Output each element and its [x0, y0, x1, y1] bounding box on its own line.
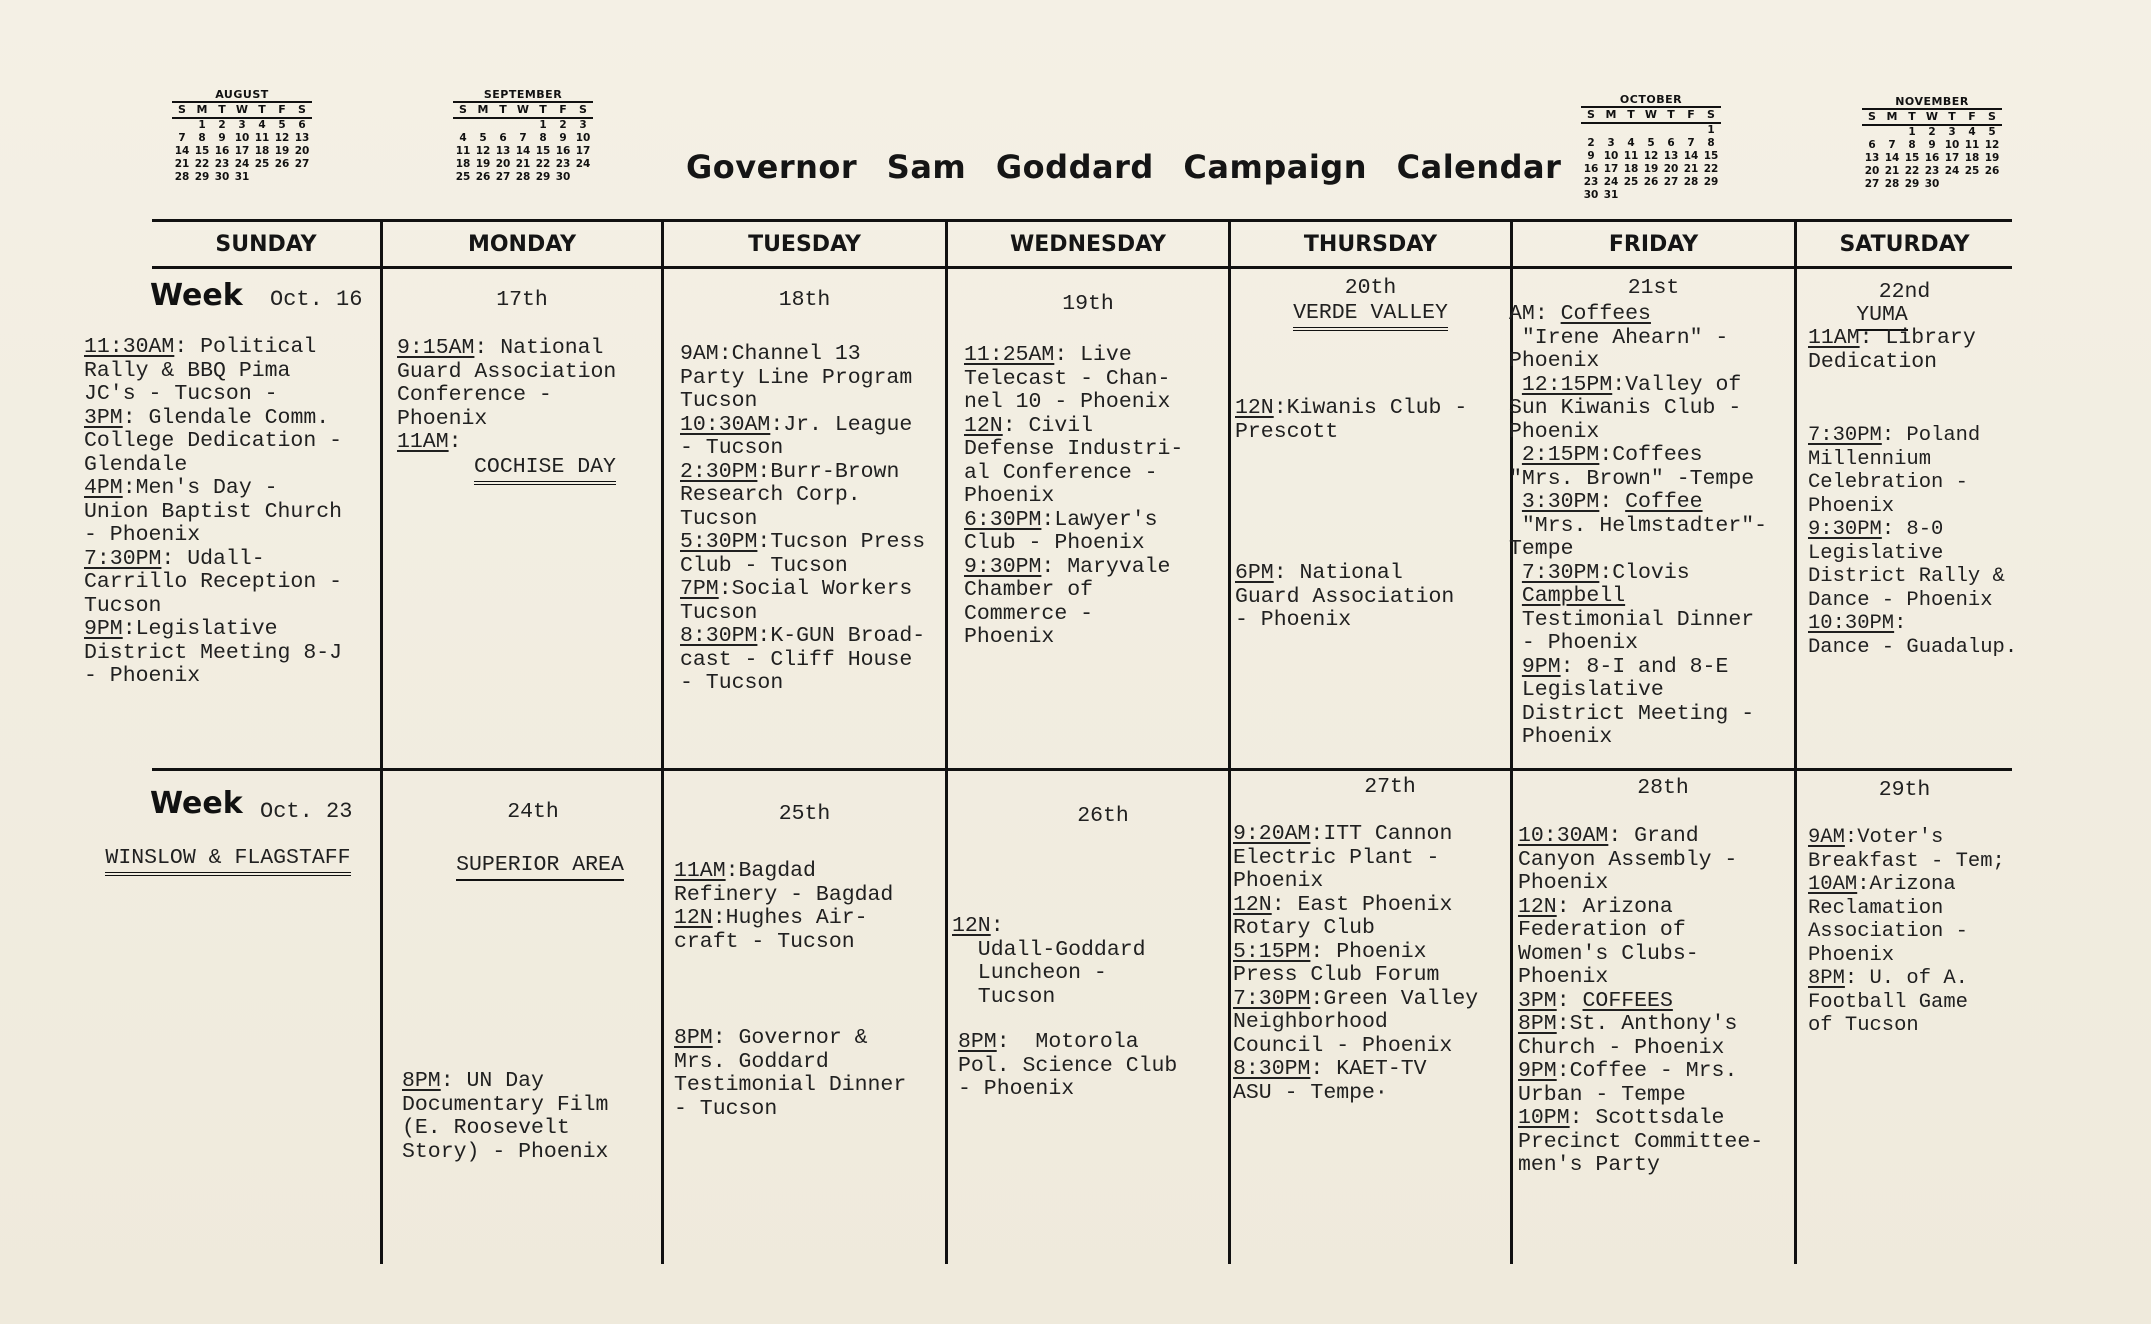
mini-calendar-week [1862, 152, 2002, 165]
mini-calendar-day: 10 [575, 132, 591, 144]
mini-calendar-day: 19 [1984, 152, 2000, 164]
mini-calendar-day: 18 [455, 158, 471, 170]
week-divider-rule [152, 768, 2012, 771]
mini-calendar-september [453, 88, 593, 184]
events-wednesday-oct26-b: 8PM: Motorola Pol. Science Club - Phoenix [958, 1030, 1178, 1101]
mini-calendar-day: 29 [535, 171, 551, 183]
mini-calendar-day [1601, 124, 1621, 137]
column-divider [1794, 219, 1797, 1264]
mini-calendar-day: 2 [1587, 137, 1595, 149]
mini-calendar-day: 15 [1703, 150, 1719, 162]
mini-calendar-day: 26 [274, 158, 290, 170]
day-header-monday: MONDAY [467, 232, 577, 257]
events-friday-oct28: 10:30AM: Grand Canyon Assembly - Phoenix 12N: Arizona Federation of Women's Clubs- Phoenix 3PM: COFFEES 8PM:St. Anthony's Church - Phoenix 9PM:Coffee - Mrs. Urban - Tempe 10PM: Scottsdale Precinct Committee- men's Party [1518, 824, 1764, 1177]
mini-calendar-week [453, 132, 593, 145]
mini-calendar-week [453, 119, 593, 132]
mini-calendar-day: 16 [214, 145, 230, 157]
events-tuesday-oct25-a: 11AM:Bagdad Refinery - Bagdad 12N:Hughes Air- craft - Tucson [674, 859, 894, 954]
mini-calendar-day: 3 [579, 119, 587, 131]
week-label: Week [150, 278, 243, 313]
mini-calendar-day: 14 [1884, 152, 1900, 164]
mini-calendar-day: 26 [1643, 176, 1659, 188]
mini-calendar-day: 29 [1703, 176, 1719, 188]
mini-calendar-day: 24 [1944, 165, 1960, 177]
column-divider [661, 219, 664, 1264]
mini-calendar-day [1962, 178, 1982, 191]
mini-calendar-day: 16 [555, 145, 571, 157]
mini-calendar-day: 24 [234, 158, 250, 170]
mini-calendar-day [1641, 124, 1661, 137]
mini-calendar-day: 1 [1908, 126, 1916, 138]
mini-calendar-day [1621, 189, 1641, 202]
mini-calendar-day: 12 [274, 132, 290, 144]
mini-calendar-day: 11 [455, 145, 471, 157]
mini-calendar-day: 28 [174, 171, 190, 183]
mini-calendar-day: 29 [1904, 178, 1920, 190]
mini-calendar-day: 22 [1703, 163, 1719, 175]
mini-calendar-weekdays: S M T W T F S [1581, 106, 1721, 124]
day-header-thursday: THURSDAY [1303, 232, 1438, 257]
mini-calendar-day: 8 [539, 132, 547, 144]
mini-calendar-day: 7 [1888, 139, 1896, 151]
mini-calendar-week [1581, 176, 1721, 189]
mini-calendar-day [252, 171, 272, 184]
mini-calendar-day [1681, 124, 1701, 137]
mini-calendar-day: 25 [455, 171, 471, 183]
date-label: 22nd [1878, 280, 1931, 304]
mini-calendar-day: 10 [1603, 150, 1619, 162]
day-header-saturday: SATURDAY [1839, 232, 1970, 257]
mini-calendar-day [1982, 178, 2002, 191]
mini-calendar-day: 22 [535, 158, 551, 170]
mini-calendar-day: 11 [1964, 139, 1980, 151]
mini-calendar-day [473, 119, 493, 132]
mini-calendar-day: 27 [1864, 178, 1880, 190]
mini-calendar-day: 22 [1904, 165, 1920, 177]
events-saturday-oct22-a: 11AM: Library Dedication [1808, 326, 1976, 374]
mini-calendar-day [1681, 189, 1701, 202]
week-start-date: Oct. 23 [260, 799, 353, 824]
mini-calendar-day: 31 [1603, 189, 1619, 201]
mini-calendar-day: 27 [1663, 176, 1679, 188]
mini-calendar-day: 16 [1924, 152, 1940, 164]
mini-calendar-day: 21 [515, 158, 531, 170]
mini-calendar-day: 25 [254, 158, 270, 170]
date-label: 26th [1077, 804, 1129, 828]
mini-calendar-day: 4 [459, 132, 467, 144]
mini-calendar-day [1701, 189, 1721, 202]
mini-calendar-day: 8 [198, 132, 206, 144]
mini-calendar-day: 23 [555, 158, 571, 170]
mini-calendar-day: 9 [559, 132, 567, 144]
mini-calendar-day: 18 [1964, 152, 1980, 164]
mini-calendar-day: 5 [278, 119, 286, 131]
mini-calendar-day: 2 [559, 119, 567, 131]
mini-calendar-day: 4 [1627, 137, 1635, 149]
mini-calendar-day: 22 [194, 158, 210, 170]
column-divider [380, 219, 383, 1264]
mini-calendar-month: OCTOBER [1619, 93, 1683, 106]
mini-calendar-week [453, 171, 593, 184]
mini-calendar-day [292, 171, 312, 184]
mini-calendar-day: 3 [1607, 137, 1615, 149]
mini-calendar-day: 11 [254, 132, 270, 144]
mini-calendar-day: 19 [475, 158, 491, 170]
mini-calendar-day: 14 [174, 145, 190, 157]
mini-calendar-day: 4 [258, 119, 266, 131]
events-sunday-oct16: 11:30AM: Political Rally & BBQ Pima JC's - Tucson - 3PM: Glendale Comm. College Dedication - Glendale 4PM:Men's Day - Union Baptist Church - Phoenix 7:30PM: Udall- Carrillo Reception - Tucson 9PM:Legislative District Meeting 8-J - Phoenix [84, 335, 343, 688]
mini-calendar-day: 23 [1583, 176, 1599, 188]
mini-calendar-day: 30 [555, 171, 571, 183]
mini-calendar-day: 3 [1948, 126, 1956, 138]
mini-calendar-day: 3 [238, 119, 246, 131]
mini-calendar-day: 18 [1623, 163, 1639, 175]
mini-calendar-day: 9 [1928, 139, 1936, 151]
mini-calendar-week [1581, 137, 1721, 150]
mini-calendar-day [1661, 189, 1681, 202]
date-label: 27th [1364, 775, 1416, 799]
day-header-tuesday: TUESDAY [748, 232, 861, 257]
mini-calendar-day [453, 119, 473, 132]
mini-calendar-day: 21 [1683, 163, 1699, 175]
mini-calendar-day: 15 [1904, 152, 1920, 164]
date-label: 21st [1627, 276, 1680, 300]
mini-calendar-day: 1 [539, 119, 547, 131]
mini-calendar-day [1581, 124, 1601, 137]
mini-calendar-day: 16 [1583, 163, 1599, 175]
column-divider [945, 219, 948, 1264]
events-thursday-oct20-b: 6PM: National Guard Association - Phoenix [1235, 561, 1455, 632]
mini-calendar-day: 19 [274, 145, 290, 157]
date-label: 20th [1344, 276, 1397, 300]
mini-calendar-week [172, 145, 312, 158]
date-label: 28th [1637, 776, 1689, 800]
events-tuesday-oct18: 9AM:Channel 13 Party Line Program Tucson 10:30AM:Jr. League - Tucson 2:30PM:Burr-Brown Research Corp. Tucson 5:30PM:Tucson Press Club - Tucson 7PM:Social Workers Tucson 8:30PM:K-GUN Broad- cast - Cliff House - Tucson [680, 342, 926, 695]
mini-calendar-day: 27 [495, 171, 511, 183]
mini-calendar-day: 12 [1643, 150, 1659, 162]
events-thursday-oct20-a: 12N:Kiwanis Club - Prescott [1235, 396, 1468, 444]
mini-calendar-week [1581, 124, 1721, 137]
mini-calendar-days [1581, 124, 1721, 202]
mini-calendar-days [1862, 126, 2002, 191]
mini-calendar-week [172, 158, 312, 171]
mini-calendar-day: 1 [1707, 124, 1715, 136]
week-label: Week [150, 786, 243, 821]
date-label: 17th [496, 288, 548, 312]
mini-calendar-weekdays: S M T W T F S [172, 101, 312, 119]
mini-calendar-day [1862, 126, 1882, 139]
mini-calendar-day [172, 119, 192, 132]
page-title: Governor Sam Goddard Campaign Calendar [686, 148, 1562, 186]
mini-calendar-day: 13 [294, 132, 310, 144]
mini-calendar-day: 7 [178, 132, 186, 144]
mini-calendar-day: 12 [475, 145, 491, 157]
mini-calendar-day: 20 [294, 145, 310, 157]
mini-calendar-day: 6 [1868, 139, 1876, 151]
mini-calendar-day: 12 [1984, 139, 2000, 151]
mini-calendar-week [1862, 165, 2002, 178]
mini-calendar-day: 24 [575, 158, 591, 170]
mini-calendar-week [1581, 163, 1721, 176]
mini-calendar-day: 7 [519, 132, 527, 144]
mini-calendar-day: 29 [194, 171, 210, 183]
mini-calendar-week [172, 171, 312, 184]
region-label-verde-valley: VERDE VALLEY [1231, 301, 1510, 325]
events-friday-oct21: AM: Coffees "Irene Ahearn" - Phoenix 12:15PM:Valley of Sun Kiwanis Club - Phoenix 2:15PM:Coffees "Mrs. Brown" -Tempe 3:30PM: Coffee "Mrs. Helmstadter"- Tempe 7:30PM:Clovis Campbell Testimonial Dinner - Phoenix 9PM: 8-I and 8-E Legislative District Meeting - Phoenix [1509, 302, 1768, 749]
mini-calendar-day: 21 [174, 158, 190, 170]
day-header-sunday: SUNDAY [215, 232, 317, 257]
mini-calendar-week [172, 119, 312, 132]
region-label-superior-area: SUPERIOR AREA [425, 853, 655, 877]
mini-calendar-day [1621, 124, 1641, 137]
mini-calendar-day [1661, 124, 1681, 137]
date-label: 18th [778, 288, 831, 312]
mini-calendar-day: 24 [1603, 176, 1619, 188]
mini-calendar-day: 17 [1603, 163, 1619, 175]
mini-calendar-day: 28 [515, 171, 531, 183]
date-label: 25th [778, 802, 831, 826]
mini-calendar-week [1862, 139, 2002, 152]
mini-calendar-day: 20 [1663, 163, 1679, 175]
events-wednesday-oct19: 11:25AM: Live Telecast - Chan- nel 10 - Phoenix 12N: Civil Defense Industri- al Conference - Phoenix 6:30PM:Lawyer's Club - Phoenix 9:30PM: Maryvale Chamber of Commerce - Phoenix [964, 343, 1184, 649]
mini-calendar-day: 27 [294, 158, 310, 170]
mini-calendar-day: 20 [1864, 165, 1880, 177]
day-header-friday: FRIDAY [1608, 232, 1699, 257]
mini-calendar-october [1581, 93, 1721, 202]
mini-calendar-day: 5 [479, 132, 487, 144]
mini-calendar-day: 19 [1643, 163, 1659, 175]
mini-calendar-day: 25 [1623, 176, 1639, 188]
mini-calendar-day: 13 [1864, 152, 1880, 164]
mini-calendar-weekdays: S M T W T F S [1862, 108, 2002, 126]
mini-calendar-month: AUGUST [215, 88, 269, 101]
mini-calendar-day: 25 [1964, 165, 1980, 177]
mini-calendar-day: 30 [214, 171, 230, 183]
mini-calendar-day: 30 [1924, 178, 1940, 190]
mini-calendar-days [453, 119, 593, 184]
mini-calendar-day: 11 [1623, 150, 1639, 162]
column-divider [1228, 219, 1231, 1264]
mini-calendar-month: NOVEMBER [1895, 95, 1969, 108]
mini-calendar-day [493, 119, 513, 132]
mini-calendar-days [172, 119, 312, 184]
mini-calendar-day: 10 [1944, 139, 1960, 151]
mini-calendar-day: 6 [499, 132, 507, 144]
mini-calendar-week [1862, 126, 2002, 139]
mini-calendar-day [272, 171, 292, 184]
mini-calendar-day: 8 [1908, 139, 1916, 151]
mini-calendar-day: 17 [575, 145, 591, 157]
mini-calendar-day: 1 [198, 119, 206, 131]
mini-calendar-day: 18 [254, 145, 270, 157]
mini-calendar-day [1942, 178, 1962, 191]
mini-calendar-day: 20 [495, 158, 511, 170]
events-thursday-oct27: 9:20AM:ITT Cannon Electric Plant - Phoenix 12N: East Phoenix Rotary Club 5:15PM: Phoenix Press Club Forum 7:30PM:Green Valley Neighborhood Council - Phoenix 8:30PM: KAET-TV ASU - Tempe· [1233, 822, 1479, 1105]
mini-calendar-weekdays: S M T W T F S [453, 101, 593, 119]
mini-calendar-day: 23 [1924, 165, 1940, 177]
mini-calendar-day: 2 [218, 119, 226, 131]
events-tuesday-oct25-b: 8PM: Governor & Mrs. Goddard Testimonial Dinner - Tucson [674, 1026, 907, 1121]
mini-calendar-day: 17 [234, 145, 250, 157]
mini-calendar-day: 13 [495, 145, 511, 157]
mini-calendar-day: 6 [1667, 137, 1675, 149]
mini-calendar-day: 26 [475, 171, 491, 183]
mini-calendar-week [1581, 189, 1721, 202]
events-saturday-oct22-b: 7:30PM: Poland Millennium Celebration - Phoenix 9:30PM: 8-0 Legislative District Rally & Dance - Phoenix 10:30PM: Dance - Guadalup. [1808, 424, 2018, 659]
region-label-yuma: YUMA [1797, 303, 1967, 327]
mini-calendar-day: 2 [1928, 126, 1936, 138]
mini-calendar-week [453, 145, 593, 158]
header-top-rule [152, 219, 2012, 222]
mini-calendar-day: 14 [1683, 150, 1699, 162]
mini-calendar-day: 5 [1647, 137, 1655, 149]
mini-calendar-day: 15 [194, 145, 210, 157]
header-bottom-rule [152, 266, 2012, 269]
mini-calendar-day [573, 171, 593, 184]
mini-calendar-day: 14 [515, 145, 531, 157]
mini-calendar-day [1641, 189, 1661, 202]
mini-calendar-day: 23 [214, 158, 230, 170]
events-wednesday-oct26-a: 12N: Udall-Goddard Luncheon - Tucson [952, 914, 1146, 1009]
date-label: 29th [1878, 778, 1931, 802]
mini-calendar-august [172, 88, 312, 184]
mini-calendar-day: 28 [1683, 176, 1699, 188]
mini-calendar-day: 4 [1968, 126, 1976, 138]
mini-calendar-day: 13 [1663, 150, 1679, 162]
mini-calendar-day [1882, 126, 1902, 139]
day-header-wednesday: WEDNESDAY [1010, 232, 1166, 257]
region-label-cochise-day: COCHISE DAY [440, 455, 650, 479]
mini-calendar-day: 5 [1988, 126, 1996, 138]
date-label: 19th [1062, 292, 1114, 316]
mini-calendar-day: 26 [1984, 165, 2000, 177]
mini-calendar-day: 28 [1884, 178, 1900, 190]
mini-calendar-day: 10 [234, 132, 250, 144]
mini-calendar-november [1862, 95, 2002, 191]
mini-calendar-week [453, 158, 593, 171]
mini-calendar-day: 8 [1707, 137, 1715, 149]
mini-calendar-day: 21 [1884, 165, 1900, 177]
events-monday-oct24: 8PM: UN Day Documentary Film (E. Roosevelt Story) - Phoenix [402, 1069, 609, 1164]
mini-calendar-week [1581, 150, 1721, 163]
mini-calendar-month: SEPTEMBER [483, 88, 563, 101]
mini-calendar-day: 17 [1944, 152, 1960, 164]
mini-calendar-day: 7 [1687, 137, 1695, 149]
date-label: 24th [507, 800, 559, 824]
mini-calendar-day [513, 119, 533, 132]
mini-calendar-day: 31 [234, 171, 250, 183]
events-saturday-oct29: 9AM:Voter's Breakfast - Tem; 10AM:Arizona Reclamation Association - Phoenix 8PM: U. of A. Football Game of Tucson [1808, 826, 2005, 1037]
mini-calendar-day: 9 [218, 132, 226, 144]
mini-calendar-week [1862, 178, 2002, 191]
mini-calendar-day: 30 [1583, 189, 1599, 201]
mini-calendar-day: 15 [535, 145, 551, 157]
mini-calendar-day: 6 [298, 119, 306, 131]
mini-calendar-week [172, 132, 312, 145]
events-monday-oct17: 9:15AM: National Guard Association Conference - Phoenix 11AM: [397, 336, 617, 454]
mini-calendar-day: 9 [1587, 150, 1595, 162]
region-label-winslow-flagstaff: WINSLOW & FLAGSTAFF [88, 846, 368, 870]
week-start-date: Oct. 16 [270, 287, 363, 312]
